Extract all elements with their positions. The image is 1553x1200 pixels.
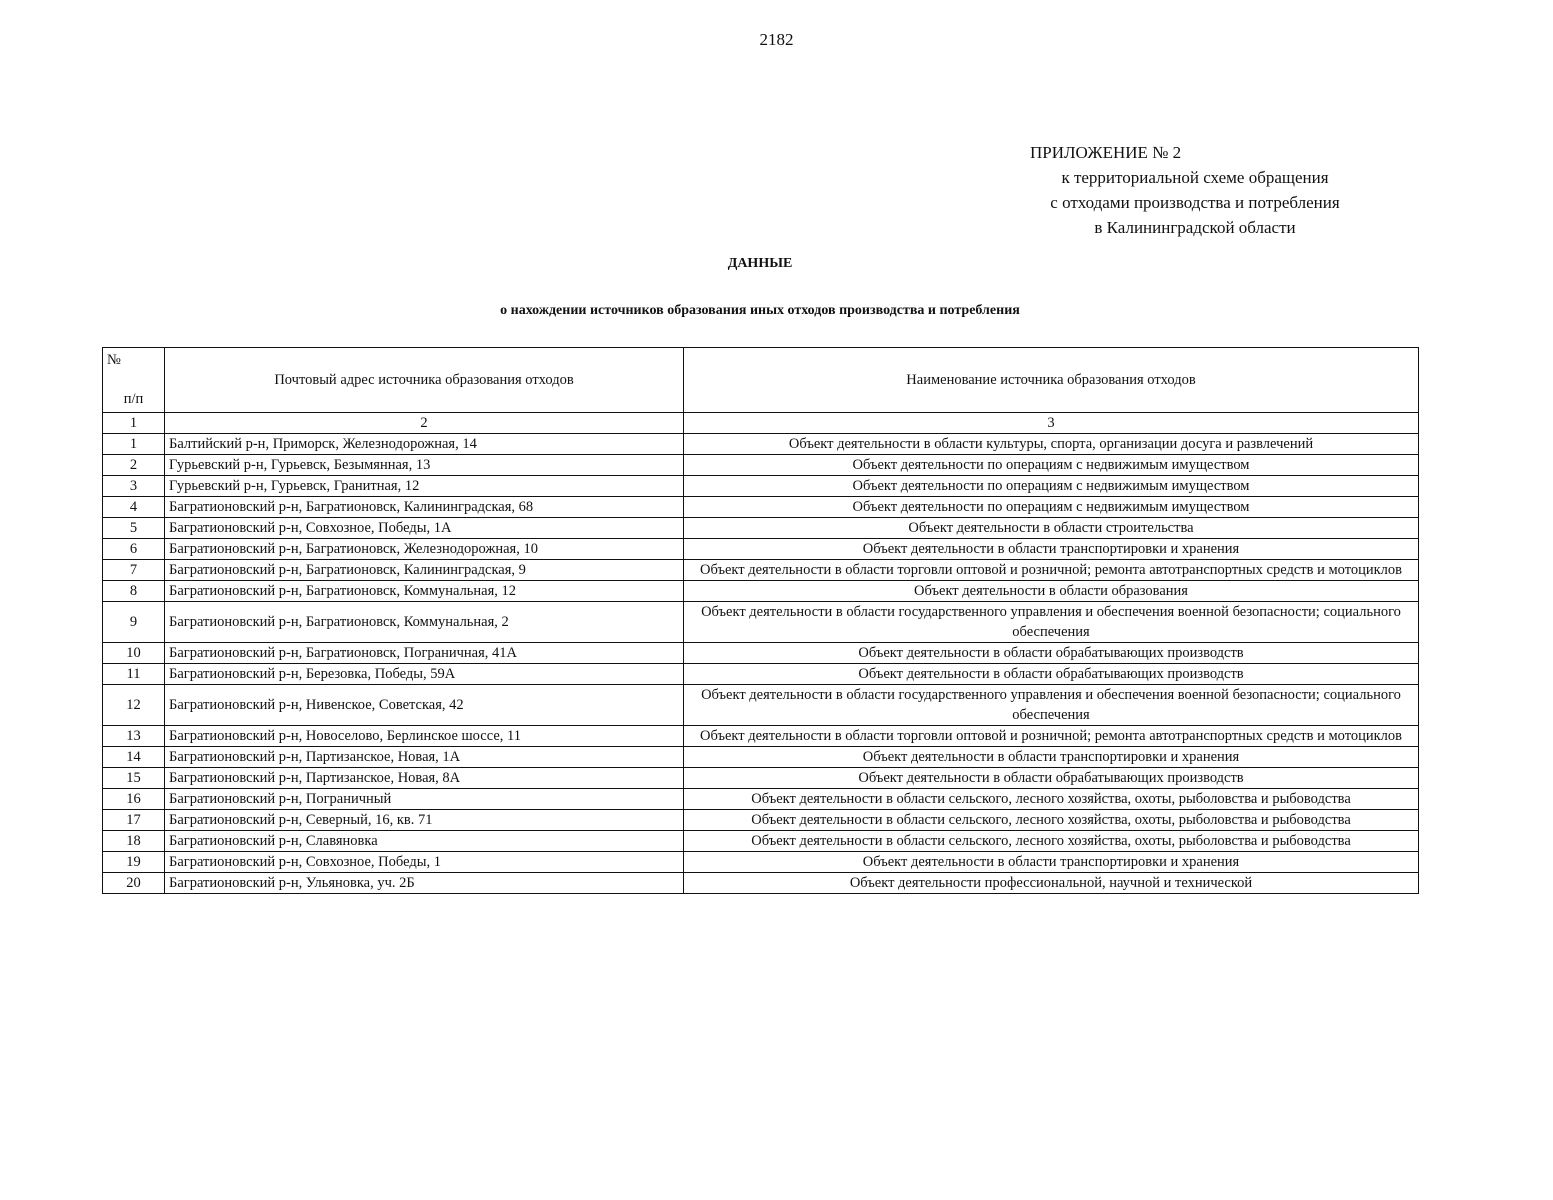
row-address-cell: Багратионовский р-н, Багратионовск, Коммунальная, 2 — [165, 602, 684, 643]
table-row — [103, 685, 1419, 726]
row-name-cell: Объект деятельности в области государственного управления и обеспечения военной безопасности; социального обеспечения — [684, 685, 1419, 726]
row-number-cell: 8 — [103, 581, 165, 602]
row-address-cell: Багратионовский р-н, Новоселово, Берлинское шоссе, 11 — [165, 726, 684, 747]
data-table — [102, 347, 1419, 894]
row-name-cell: Объект деятельности профессиональной, научной и технической — [684, 873, 1419, 894]
row-address-cell: Багратионовский р-н, Багратионовск, Калининградская, 9 — [165, 560, 684, 581]
row-name-cell: Объект деятельности в области транспортировки и хранения — [684, 852, 1419, 873]
table-row — [103, 873, 1419, 894]
row-address-cell: Багратионовский р-н, Нивенское, Советская, 42 — [165, 685, 684, 726]
table-row — [103, 581, 1419, 602]
row-name-cell: Объект деятельности в области обрабатывающих производств — [684, 664, 1419, 685]
row-address-cell: Багратионовский р-н, Багратионовск, Железнодорожная, 10 — [165, 539, 684, 560]
row-address-cell: Багратионовский р-н, Ульяновка, уч. 2Б — [165, 873, 684, 894]
row-name-cell: Объект деятельности в области транспортировки и хранения — [684, 747, 1419, 768]
table-row — [103, 455, 1419, 476]
row-address-cell: Балтийский р-н, Приморск, Железнодорожная, 14 — [165, 434, 684, 455]
row-number-cell: 10 — [103, 643, 165, 664]
row-name-cell: Объект деятельности в области строительства — [684, 518, 1419, 539]
row-number-cell: 1 — [103, 434, 165, 455]
header-number-sign: № — [107, 352, 121, 368]
row-number-cell: 20 — [103, 873, 165, 894]
row-address-cell: Багратионовский р-н, Березовка, Победы, 59А — [165, 664, 684, 685]
row-number-cell: 17 — [103, 810, 165, 831]
table-row — [103, 789, 1419, 810]
table-row — [103, 810, 1419, 831]
row-address-cell: Гурьевский р-н, Гурьевск, Безымянная, 13 — [165, 455, 684, 476]
table-row — [103, 852, 1419, 873]
table-row — [103, 434, 1419, 455]
row-number-cell: 15 — [103, 768, 165, 789]
row-name-cell: Объект деятельности в области государственного управления и обеспечения военной безопасности; социального обеспечения — [684, 602, 1419, 643]
column-index-row — [103, 413, 1419, 434]
table-row — [103, 497, 1419, 518]
row-number-cell: 19 — [103, 852, 165, 873]
row-name-cell: Объект деятельности в области сельского, лесного хозяйства, охоты, рыболовства и рыбоводства — [684, 831, 1419, 852]
table-row — [103, 518, 1419, 539]
page-number: 2182 — [759, 30, 794, 49]
header-name: Наименование источника образования отходов — [684, 348, 1419, 413]
table-row — [103, 643, 1419, 664]
row-number-cell: 9 — [103, 602, 165, 643]
table-row — [103, 476, 1419, 497]
table-row — [103, 726, 1419, 747]
row-number-cell: 2 — [103, 455, 165, 476]
table-row — [103, 831, 1419, 852]
row-number-cell: 13 — [103, 726, 165, 747]
column-index-cell: 1 — [103, 413, 165, 434]
row-name-cell: Объект деятельности в области торговли оптовой и розничной; ремонта автотранспортных средств и мотоциклов — [684, 560, 1419, 581]
header-number-label: п/п — [123, 391, 144, 407]
table-row — [103, 768, 1419, 789]
row-name-cell: Объект деятельности в области культуры, спорта, организации досуга и развлечений — [684, 434, 1419, 455]
row-name-cell: Объект деятельности в области сельского, лесного хозяйства, охоты, рыболовства и рыбоводства — [684, 810, 1419, 831]
row-address-cell: Багратионовский р-н, Багратионовск, Калининградская, 68 — [165, 497, 684, 518]
row-name-cell: Объект деятельности в области обрабатывающих производств — [684, 768, 1419, 789]
document-title: ДАННЫЕ — [727, 256, 793, 271]
row-name-cell: Объект деятельности в области сельского, лесного хозяйства, охоты, рыболовства и рыбоводства — [684, 789, 1419, 810]
appendix-heading: ПРИЛОЖЕНИЕ № 2 — [1030, 143, 1182, 162]
row-number-cell: 16 — [103, 789, 165, 810]
row-address-cell: Багратионовский р-н, Партизанское, Новая, 1А — [165, 747, 684, 768]
row-name-cell: Объект деятельности в области обрабатывающих производств — [684, 643, 1419, 664]
appendix-line: с отходами производства и потребления — [1050, 193, 1340, 212]
row-address-cell: Гурьевский р-н, Гурьевск, Гранитная, 12 — [165, 476, 684, 497]
row-address-cell: Багратионовский р-н, Совхозное, Победы, 1А — [165, 518, 684, 539]
table-row — [103, 747, 1419, 768]
row-number-cell: 12 — [103, 685, 165, 726]
row-number-cell: 18 — [103, 831, 165, 852]
row-address-cell: Багратионовский р-н, Пограничный — [165, 789, 684, 810]
appendix-line: в Калининградской области — [1094, 218, 1296, 237]
row-name-cell: Объект деятельности по операциям с недвижимым имуществом — [684, 455, 1419, 476]
row-name-cell: Объект деятельности по операциям с недвижимым имуществом — [684, 497, 1419, 518]
column-index-cell: 3 — [684, 413, 1419, 434]
row-number-cell: 4 — [103, 497, 165, 518]
row-number-cell: 6 — [103, 539, 165, 560]
appendix-block — [1000, 140, 1390, 240]
row-address-cell: Багратионовский р-н, Совхозное, Победы, 1 — [165, 852, 684, 873]
row-number-cell: 7 — [103, 560, 165, 581]
row-number-cell: 5 — [103, 518, 165, 539]
table-row — [103, 560, 1419, 581]
header-address: Почтовый адрес источника образования отходов — [165, 348, 684, 413]
table-header-row — [103, 348, 1419, 413]
row-number-cell: 14 — [103, 747, 165, 768]
row-address-cell: Багратионовский р-н, Северный, 16, кв. 71 — [165, 810, 684, 831]
row-number-cell: 3 — [103, 476, 165, 497]
row-address-cell: Багратионовский р-н, Славяновка — [165, 831, 684, 852]
table-row — [103, 539, 1419, 560]
row-number-cell: 11 — [103, 664, 165, 685]
table-row — [103, 602, 1419, 643]
row-name-cell: Объект деятельности по операциям с недвижимым имуществом — [684, 476, 1419, 497]
row-address-cell: Багратионовский р-н, Партизанское, Новая, 8А — [165, 768, 684, 789]
appendix-line: к территориальной схеме обращения — [1061, 168, 1329, 187]
table-row — [103, 664, 1419, 685]
row-name-cell: Объект деятельности в области транспортировки и хранения — [684, 539, 1419, 560]
document-subtitle: о нахождении источников образования иных отходов производства и потребления — [500, 303, 1020, 318]
row-name-cell: Объект деятельности в области торговли оптовой и розничной; ремонта автотранспортных средств и мотоциклов — [684, 726, 1419, 747]
row-address-cell: Багратионовский р-н, Багратионовск, Пограничная, 41А — [165, 643, 684, 664]
row-address-cell: Багратионовский р-н, Багратионовск, Коммунальная, 12 — [165, 581, 684, 602]
header-number — [103, 348, 165, 413]
row-name-cell: Объект деятельности в области образования — [684, 581, 1419, 602]
column-index-cell: 2 — [165, 413, 684, 434]
